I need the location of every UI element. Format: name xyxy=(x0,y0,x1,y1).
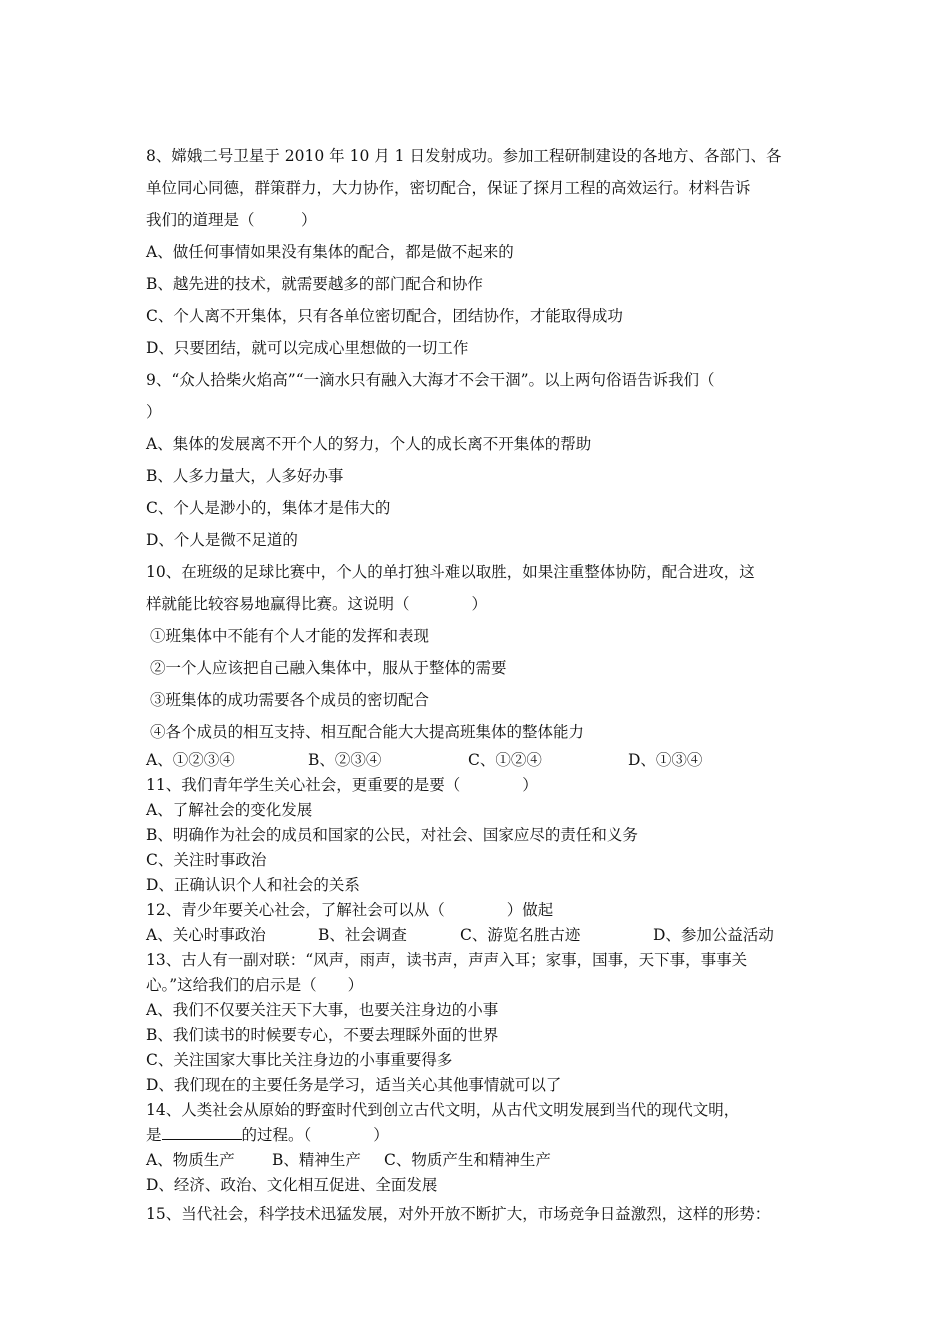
option-b: B、我们读书的时候要专心，不要去理睬外面的世界 xyxy=(146,1026,499,1044)
question-stem: 14、人类社会从原始的野蛮时代到创立古代文明，从古代文明发展到当代的现代文明， xyxy=(146,1101,740,1119)
option-a: A、①②③④ xyxy=(146,751,235,769)
question-stem: 单位同心同德，群策群力，大力协作，密切配合，保证了探月工程的高效运行。材料告诉 xyxy=(146,179,751,197)
question-stem: 11、我们青年学生关心社会，更重要的是要（ ） xyxy=(146,776,538,794)
question-stem: 8、嫦娥二号卫星于 2010 年 10 月 1 日发射成功。参加工程研制建设的各地方、各部门、各 xyxy=(146,147,782,165)
question-stem: 9、“众人拾柴火焰高”“一滴水只有融入大海才不会干涸”。以上两句俗语告诉我们（ xyxy=(146,371,715,389)
fill-blank xyxy=(162,1125,242,1140)
option-d: D、经济、政治、文化相互促进、全面发展 xyxy=(146,1176,438,1194)
option-c: C、游览名胜古迹 xyxy=(460,926,581,944)
question-stem: 15、当代社会，科学技术迅猛发展，对外开放不断扩大，市场竞争日益激烈，这样的形势： xyxy=(146,1205,771,1223)
exam-page xyxy=(146,140,810,1230)
option-c: C、关注国家大事比关注身边的小事重要得多 xyxy=(146,1051,453,1069)
question-10-options xyxy=(146,748,810,773)
options-row xyxy=(146,1148,810,1173)
question-10 xyxy=(146,556,810,748)
question-stem xyxy=(146,1123,810,1148)
option-d: D、我们现在的主要任务是学习，适当关心其他事情就可以了 xyxy=(146,1076,562,1094)
options-row xyxy=(146,923,810,948)
question-8 xyxy=(146,140,810,364)
option-b: B、越先进的技术，就需要越多的部门配合和协作 xyxy=(146,275,483,293)
question-14 xyxy=(146,1098,810,1198)
option-d: D、个人是微不足道的 xyxy=(146,531,298,549)
statement-3: ③班集体的成功需要各个成员的密切配合 xyxy=(150,691,430,709)
question-stem: 12、青少年要关心社会，了解社会可以从（ ）做起 xyxy=(146,901,554,919)
option-b: B、②③④ xyxy=(308,751,382,769)
option-d: D、只要团结，就可以完成心里想做的一切工作 xyxy=(146,339,469,357)
option-a: A、集体的发展离不开个人的努力，个人的成长离不开集体的帮助 xyxy=(146,435,592,453)
option-c: C、个人是渺小的，集体才是伟大的 xyxy=(146,499,391,517)
option-c: C、物质产生和精神生产 xyxy=(384,1151,551,1169)
question-stem: ） xyxy=(146,403,162,421)
question-15 xyxy=(146,1198,810,1230)
option-c: C、①②④ xyxy=(468,751,542,769)
option-a: A、了解社会的变化发展 xyxy=(146,801,313,819)
option-a: A、做任何事情如果没有集体的配合，都是做不起来的 xyxy=(146,243,514,261)
option-d: D、参加公益活动 xyxy=(653,926,774,944)
option-d: D、①③④ xyxy=(628,751,703,769)
option-a: A、关心时事政治 xyxy=(146,926,266,944)
question-9 xyxy=(146,364,810,556)
question-stem: 我们的道理是（ ） xyxy=(146,211,317,229)
option-b: B、精神生产 xyxy=(272,1151,361,1169)
question-stem: 样就能比较容易地赢得比赛。这说明（ ） xyxy=(146,595,488,613)
stem-suffix: 的过程。（ ） xyxy=(241,1126,389,1144)
question-11 xyxy=(146,773,810,898)
option-a: A、物质生产 xyxy=(146,1151,235,1169)
option-d: D、正确认识个人和社会的关系 xyxy=(146,876,360,894)
option-b: B、人多力量大，人多好办事 xyxy=(146,467,344,485)
option-a: A、我们不仅要关注天下大事，也要关注身边的小事 xyxy=(146,1001,499,1019)
question-12 xyxy=(146,898,810,948)
statement-1: ①班集体中不能有个人才能的发挥和表现 xyxy=(150,627,430,645)
question-stem: 13、古人有一副对联：“风声，雨声，读书声，声声入耳；家事，国事，天下事，事事关 xyxy=(146,951,748,969)
question-stem: 心。”这给我们的启示是（ ） xyxy=(146,976,364,994)
question-stem: 10、在班级的足球比赛中，个人的单打独斗难以取胜，如果注重整体协防，配合进攻，这 xyxy=(146,563,755,581)
stem-prefix: 是 xyxy=(146,1126,162,1144)
option-c: C、个人离不开集体，只有各单位密切配合，团结协作，才能取得成功 xyxy=(146,307,623,325)
options-row xyxy=(146,748,810,773)
option-b: B、明确作为社会的成员和国家的公民，对社会、国家应尽的责任和义务 xyxy=(146,826,638,844)
question-13 xyxy=(146,948,810,1098)
option-b: B、社会调查 xyxy=(318,926,407,944)
statement-4: ④各个成员的相互支持、相互配合能大大提高班集体的整体能力 xyxy=(150,723,585,741)
statement-2: ②一个人应该把自己融入集体中，服从于整体的需要 xyxy=(150,659,507,677)
option-c: C、关注时事政治 xyxy=(146,851,267,869)
